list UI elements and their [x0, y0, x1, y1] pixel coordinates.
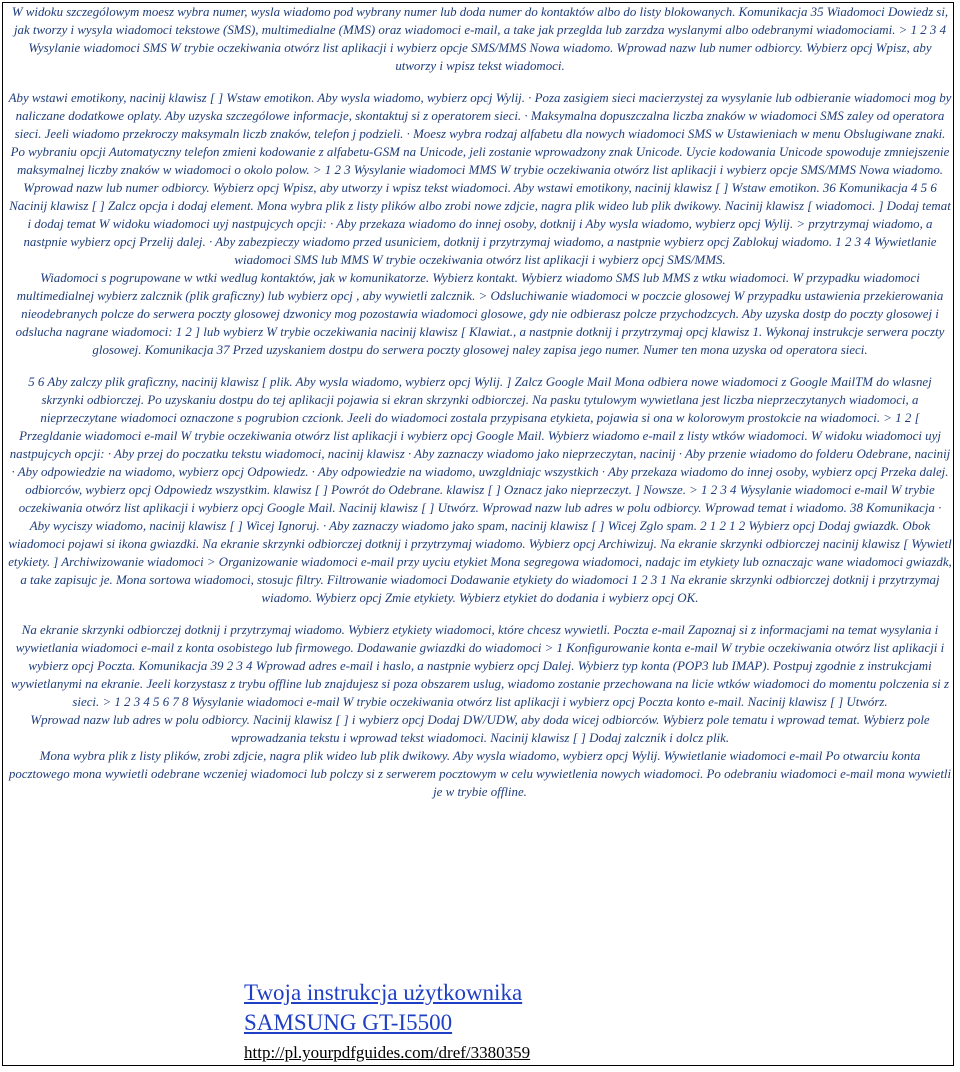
paragraph-6: Wprowad nazw lub adres w polu odbiorcy. Nacinij klawisz [ ] i wybierz opcj Dodaj DW/UDW, aby doda wicej odbiorców. Wybierz pole tematu i wprowad temat. Wybierz pole wprowadzania tekstu i wprowad tekst wiadomoci. Nacinij klawisz [ ] Dodaj zalcznik i dolcz plik. — [30, 713, 930, 745]
paragraph-3: Wiadomoci s pogrupowane w wtki wedlug kontaktów, jak w komunikatorze. Wybierz kontakt. Wybierz wiadomo SMS lub MMS z wtku wiadomoci. W przypadku wiadomoci multimedialnej wybierz zalcznik (plik graficzny) lub wybierz opcj , aby wywietli zalcznik. > Odsluchiwanie wiadomoci w poczcie glosowej W przypadku ustawienia przekierowania nieodebranych polcze do serwera poczty glosowej dzwonicy mog pozostawia wiadomoci glosowe, gdy nie odbierasz polcze przychodzcych. Aby uzyska dostp do poczty glosowej i odslucha nagrane wiadomoci: 1 2 ] lub wybierz W trybie oczekiwania nacinij klawisz [ Klawiat., a nastpnie dotknij i przytrzymaj opcj klawisz 1. Wykonaj instrukcje serwera poczty glosowej. Komunikacja 37 Przed uzyskaniem dostpu do serwera poczty glosowej naley zapisa jego numer. Numer ten mona uzyska od operatora sieci. — [15, 271, 945, 357]
paragraph-5: Na ekranie skrzynki odbiorczej dotknij i przytrzymaj wiadomo. Wybierz etykiety wiadomoci, które chcesz wywietli. Poczta e-mail Zapoznaj si z informacjami na temat wysylania i wywietlania wiadomoci e-mail z konta osobistego lub firmowego. Dodawanie gwiazdki do wiadomoci > 1 Konfigurowanie konta e-mail W trybie oczekiwania otwórz list aplikacji i wybierz opcj Poczta. Komunikacja 39 2 3 4 Wprowad adres e-mail i haslo, a nastpnie wybierz opcj Dalej. Wybierz typ konta (POP3 lub IMAP). Postpuj zgodnie z instrukcjami wywietlanymi na ekranie. Jeeli korzystasz z trybu offline lub znajdujesz si poza obszarem uslug, wiadomo zostanie przechowana na licie wtków wiadomoci do momentu polczenia si z sieci. > 1 2 3 4 5 6 7 8 Wysylanie wiadomoci e-mail W trybie oczekiwania otwórz list aplikacji i wybierz opcj Poczta konto e-mail. Nacinij klawisz [ ] Utwórz. — [11, 623, 949, 709]
paragraph-1: W widoku szczególowym moesz wybra numer, wysla wiadomo pod wybrany numer lub doda numer do kontaktów albo do listy blokowanych. Komunikacja 35 Wiadomoci Dowiedz si, jak tworzy i wysyla wiadomoci tekstowe (SMS), multimedialne (MMS) oraz wiadomoci e-mail, a take jak przeglda lub zarzdza wyslanymi albo odebranymi wiadomociami. > 1 2 3 4 Wysylanie wiadomoci SMS W trybie oczekiwania otwórz list aplikacji i wybierz opcje SMS/MMS Nowa wiadomo. Wprowad nazw lub numer odbiorcy. Wybierz opcj Wpisz, aby utworzy i wpisz tekst wiadomoci. — [11, 5, 949, 73]
page-frame — [2, 2, 954, 1066]
model-link[interactable]: SAMSUNG GT-I5500 — [244, 1010, 453, 1035]
paragraph-4: 5 6 Aby zalczy plik graficzny, nacinij klawisz [ plik. Aby wysla wiadomo, wybierz opcj Wylij. ] Zalcz Google Mail Mona odbiera nowe wiadomoci z Google MailTM do wlasnej skrzynki odbiorczej. Po uzyskaniu dostpu do tej aplikacji pojawia si ekran skrzynki odbiorczej. Na pasku tytulowym wywietlana jest liczba nieprzeczytanych wiadomoci, a nieprzeczytane wiadomoci oznaczone s pogrubion czcionk. Jeeli do wiadomoci zostala przypisana etykieta, pojawia si ona w kolorowym prostokcie na wiadomoci. > 1 2 [ Przegldanie wiadomoci e-mail W trybie oczekiwania otwórz list aplikacji i wybierz opcj Google Mail. Wybierz wiadomo e-mail z listy wtków wiadomoci. W widoku wiadomoci uyj nastpujcych opcji: · Aby przej do poczatku tekstu wiadomoci, nacinij klawisz · Aby zaznaczy wiadomo jako nieprzeczytan, nacinij · Aby przenie wiadomo do folderu Odebrane, nacinij · Aby odpowiedzie na wiadomo, wybierz opcj Odpowiedz. · Aby odpowiedzie na wiadomo, uwzgldniajc wszystkich · Aby przekaza wiadomo do innej osoby, wybierz opcj Przeka dalej. odbiorców, wybierz opcj Odpowiedz wszystkim. klawisz [ ] Powrót do Odebrane. klawisz [ ] Oznacz jako nieprzeczyt. ] Nowsze. > 1 2 3 4 Wysylanie wiadomoci e-mail W trybie oczekiwania otwórz list aplikacji i wybierz opcj Google Mail. Nacinij klawisz [ ] Utwórz. Wprowad nazw lub adres w polu odbiorcy. Wprowad temat i wiadomo. 38 Komunikacja · Aby wyciszy wiadomo, nacinij klawisz [ ] Wicej Ignoruj. · Aby zaznaczy wiadomo jako spam, nacinij klawisz [ ] Wicej Zglo spam. 2 1 2 1 2 Wybierz opcj Dodaj gwiazdk. Obok wiadomoci pojawi si ikona gwiazdki. Na ekranie skrzynki odbiorczej dotknij i przytrzymaj wiadomo. Wybierz opcj Archiwizuj. Na ekranie skrzynki odbiorczej nacinij klawisz [ Wywietl etykiety. ] Archiwizowanie wiadomoci > Organizowanie wiadomoci e-mail przy uyciu etykiet Mona segregowa wiadomoci, nadajc im etykiety lub oznaczajc wane wiadomoci gwiazdk, a take zapisujc je. Mona sortowa wiadomoci, stosujc filtry. Filtrowanie wiadomoci Dodawanie etykiety do wiadomoci 1 2 3 1 Na ekranie skrzynki odbiorczej dotknij i przytrzymaj wiadomo. Wybierz opcj Zmie etykiety. Wybierz etykiet do dodania i wybierz opcj OK. — [8, 375, 952, 605]
footer-links — [244, 978, 530, 1068]
paragraph-2: Aby wstawi emotikony, nacinij klawisz [ ] Wstaw emotikon. Aby wysla wiadomo, wybierz opcj Wylij. · Poza zasigiem sieci macierzystej za wysylanie lub odbieranie wiadomoci mog by naliczane dodatkowe oplaty. Aby uzyska szczególowe informacje, skontaktuj si z operatorem sieci. · Maksymalna dopuszczalna liczba znaków w wiadomoci SMS zaley od operatora sieci. Jeeli wiadomo przekroczy maksymaln liczb znaków, telefon j podzieli. · Moesz wybra rodzaj alfabetu dla nowych wiadomoci SMS w Ustawieniach w menu Obslugiwane znaki. Po wybraniu opcji Automatyczny telefon zmieni kodowanie z alfabetu-GSM na Unicode, jeli zostanie wprowadzony znak Unicode. Uycie kodowania Unicode spowoduje zmniejszenie maksymalnej liczby znaków w wiadomoci o okolo polow. > 1 2 3 Wysylanie wiadomoci MMS W trybie oczekiwania otwórz list aplikacji i wybierz opcje SMS/MMS Nowa wiadomo. Wprowad nazw lub numer odbiorcy. Wybierz opcj Wpisz, aby utworzy i wpisz tekst wiadomoci. Aby wstawi emotikony, nacinij klawisz [ ] Wstaw emotikon. 36 Komunikacja 4 5 6 Nacinij klawisz [ ] Zalcz opcja i dodaj element. Mona wybra plik z listy plików albo zrobi nowe zdjcie, nagra plik wideo lub plik dwikowy. Nacinij klawisz [ wiadomoci. ] Dodaj temat i dodaj temat W widoku wiadomoci uyj nastpujcych opcji: · Aby przekaza wiadomo do innej osoby, dotknij i Aby wysla wiadomo, wybierz opcj Wylij. > przytrzymaj wiadomo, a nastpnie wybierz opcj Przelij dalej. · Aby zabezpieczy wiadomo przed usuniciem, dotknij i przytrzymaj wiadomo, a nastpnie wybierz opcj Zablokuj wiadomo. 1 2 3 4 Wywietlanie wiadomoci SMS lub MMS W trybie oczekiwania otwórz list aplikacji i wybierz opcj SMS/MMS. — [8, 91, 952, 267]
document-body — [8, 3, 952, 801]
source-url-link[interactable]: http://pl.yourpdfguides.com/dref/3380359 — [244, 1043, 531, 1062]
user-manual-link[interactable]: Twoja instrukcja użytkownika — [244, 980, 523, 1005]
paragraph-7: Mona wybra plik z listy plików, zrobi zdjcie, nagra plik wideo lub plik dwikowy. Aby wysla wiadomo, wybierz opcj Wylij. Wywietlanie wiadomoci e-mail Po otwarciu konta pocztowego mona wywietli odebrane wczeniej wiadomoci lub polczy si z serwerem pocztowym w celu wywietlenia nowych wiadomoci. Po odebraniu wiadomoci e-mail mona wywietli je w trybie offline. — [8, 749, 952, 799]
